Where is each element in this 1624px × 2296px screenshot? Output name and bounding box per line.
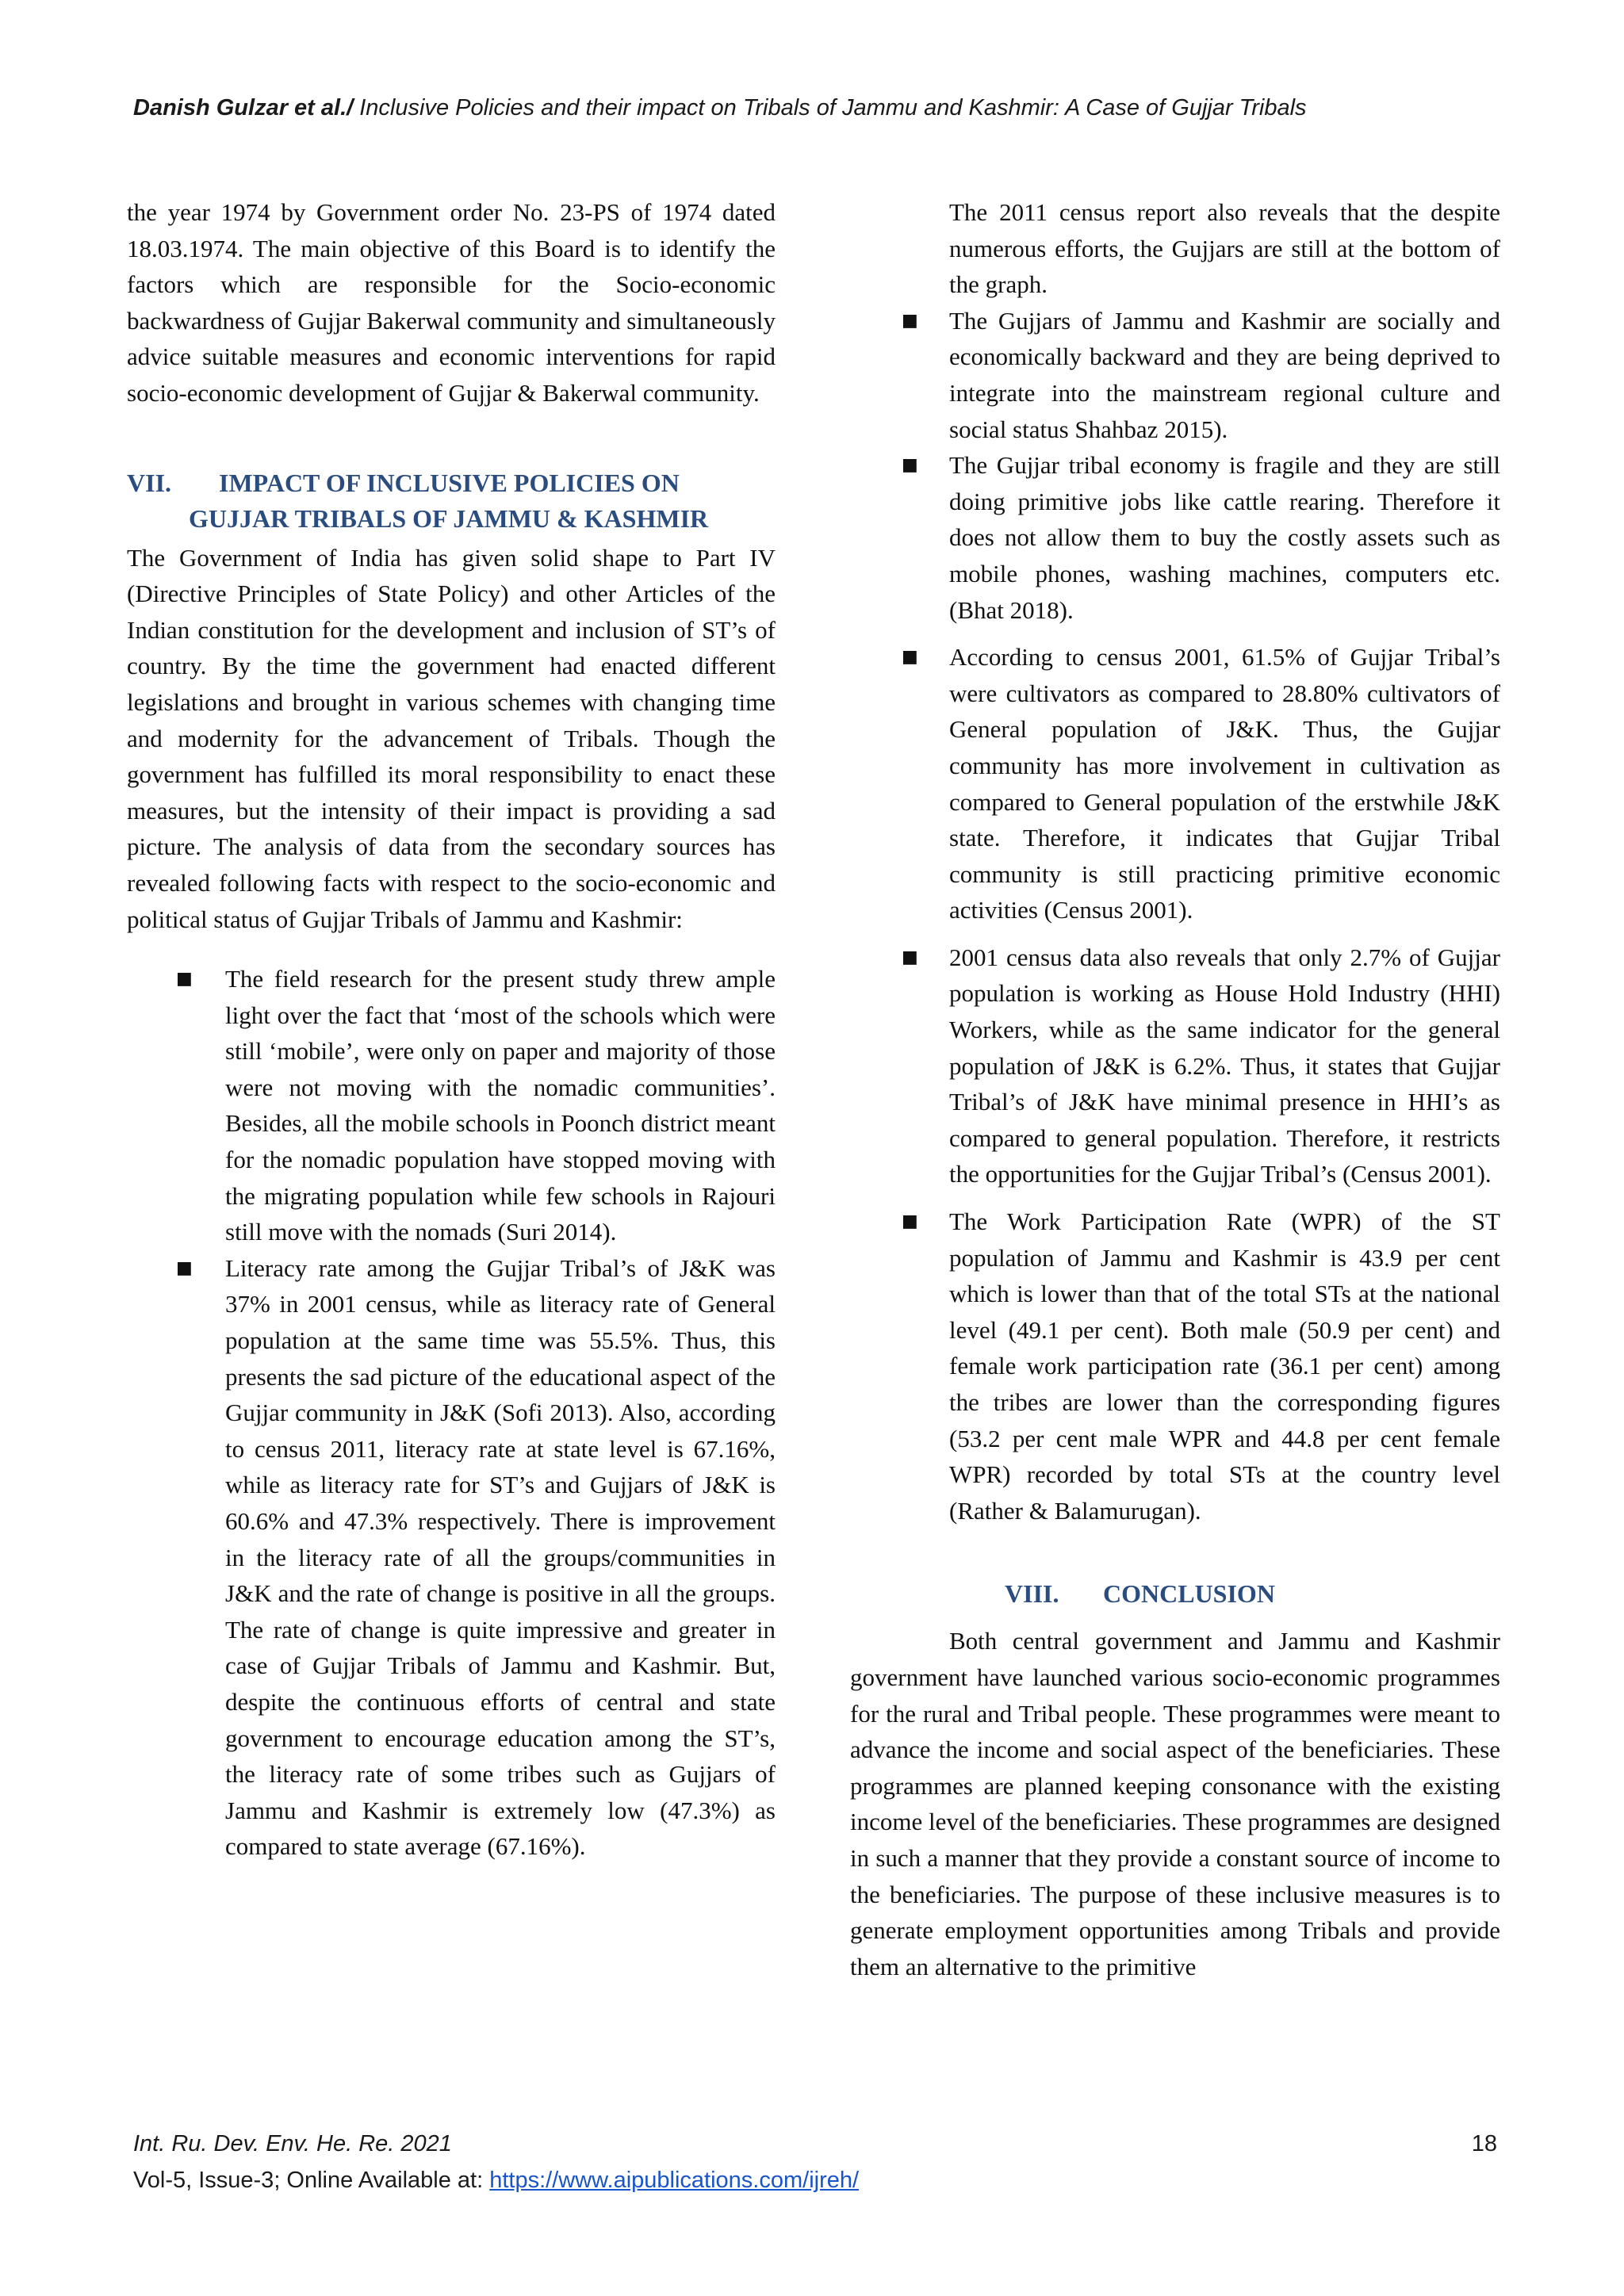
journal-url-link[interactable]: https://www.aipublications.com/ijreh/ (489, 2168, 860, 2193)
right-column (850, 194, 1500, 1984)
list-item (176, 1250, 776, 1865)
square-bullet-icon: ■ (902, 947, 918, 967)
list-item (902, 639, 1500, 928)
section-heading-viii (850, 1576, 1500, 1612)
footer-journal: Int. Ru. Dev. Env. He. Re. 2021 (133, 2131, 452, 2156)
square-bullet-icon: ■ (902, 310, 918, 331)
footer-volume-line (133, 2168, 1497, 2194)
section-vii-paragraph: The Government of India has given solid shape to Part IV (Directive Principles of State Policy) and other Articles of the Indian constitution for the development and inclusion of ST’s of country. By the time the government had enacted different legislations and brought in various schemes with changing time and modernity for the advancement of Tribals. Though the government has fulfilled its moral responsibility to enact these measures, but the intensity of their impact is providing a sad picture. The analysis of data from the secondary sources has revealed following facts with respect to the socio-economic and political status of Gujjar Tribals of Jammu and Kashmir: (127, 543, 776, 933)
square-bullet-icon: ■ (902, 647, 918, 668)
list-item-text: The field research for the present study threw ample light over the fact that ‘most of the schools which were still ‘mobile’, were only on paper and majority of those were not moving with the nomadic communities’. Besides, all the mobile schools in Poonch district meant for the nomadic population have stopped moving with the migrating population while few schools in Rajouri still move with the nomads (Suri 2014). (225, 965, 776, 1246)
footer-volume: Vol-5, Issue-3; Online Available at: (133, 2168, 490, 2193)
conclusion-paragraph: Both central government and Jammu and Kashmir government have launched various socio-economic programmes for the rural and Tribal people. These programmes were meant to advance the income and social aspect of the beneficiaries. These programmes are planned keeping consonance with the existing income level of the beneficiaries. These programmes are designed in such a manner that they provide a constant source of income to the beneficiaries. The purpose of these inclusive measures is to generate employment opportunities among Tribals and provide them an alternative to the primitive (850, 1627, 1500, 1980)
list-item-text: According to census 2001, 61.5% of Gujjar Tribal’s were cultivators as compared to 28.80% cultivators of General population of J&K. Thus, the Gujjar community has more involvement in cultivation as compared to General population of the erstwhile J&K state. Therefore, it indicates that Gujjar Tribal community is still practicing primitive economic activities (Census 2001). (949, 643, 1500, 924)
list-item (902, 1203, 1500, 1529)
right-bullet-list (850, 303, 1500, 1529)
running-head-authors: Danish Gulzar et al./ (133, 95, 354, 121)
list-item (902, 303, 1500, 447)
list-item-text: The Work Participation Rate (WPR) of the ST population of Jammu and Kashmir is 43.9 per cent which is lower than that of the total STs at the national level (49.1 per cent). Both male (50.9 per cent) and female work participation rate (36.1 per cent) among the tribes are lower than the corresponding figures (53.2 per cent male WPR and 44.8 per cent female WPR) recorded by total STs at the country level (Rather & Balamurugan). (949, 1207, 1500, 1525)
running-head-title: Inclusive Policies and their impact on Tribals of Jammu and Kashmir: A Case of Gujjar Tribals (353, 95, 1307, 121)
section-title-line2: GUJJAR TRIBALS OF JAMMU & KASHMIR (189, 503, 709, 533)
section-number: VII. (127, 468, 172, 497)
section-heading-vii (127, 465, 776, 537)
square-bullet-icon: ■ (176, 1257, 193, 1278)
list-item-text: The Gujjars of Jammu and Kashmir are socially and economically backward and they are being deprived to integrate into the mainstream regional culture and social status Shahbaz 2015). (949, 306, 1500, 443)
left-bullet-list (127, 961, 776, 1865)
section-number: VIII. (1005, 1579, 1059, 1609)
square-bullet-icon: ■ (902, 1211, 918, 1232)
left-column (127, 194, 776, 1865)
list-item (176, 961, 776, 1250)
continuation-paragraph: The 2011 census report also reveals that the despite numerous efforts, the Gujjars are still at the bottom of the graph. (949, 198, 1500, 299)
running-head (133, 95, 1491, 121)
square-bullet-icon: ■ (902, 455, 918, 476)
page-number: 18 (1471, 2131, 1497, 2156)
section-title: CONCLUSION (1103, 1579, 1275, 1609)
intro-paragraph: the year 1974 by Government order No. 23-PS of 1974 dated 18.03.1974. The main objective of this Board is to identify the factors which are responsible for the Socio-economic backwardness of Gujjar Bakerwal community and simultaneously advice suitable measures and economic interventions for rapid socio-economic development of Gujjar & Bakerwal community. (127, 198, 776, 407)
list-item-text: The Gujjar tribal economy is fragile and they are still doing primitive jobs like cattle rearing. Therefore it does not allow them to buy the costly assets such as mobile phones, washing machines, computers etc. (Bhat 2018). (949, 451, 1500, 624)
section-title-line1: IMPACT OF INCLUSIVE POLICIES ON (219, 468, 680, 497)
list-item (902, 447, 1500, 628)
list-item (902, 939, 1500, 1192)
list-item-text: 2001 census data also reveals that only 2.7% of Gujjar population is working as House Hold Industry (HHI) Workers, while as the same indicator for the general population of J&K is 6.2%. Thus, it states that Gujjar Tribal’s of J&K have minimal presence in HHI’s as compared to general population. Therefore, it restricts the opportunities for the Gujjar Tribal’s (Census 2001). (949, 943, 1500, 1188)
list-item-text: Literacy rate among the Gujjar Tribal’s of J&K was 37% in 2001 census, while as literacy rate of General population at the same time was 55.5%. Thus, this presents the sad picture of the educational aspect of the Gujjar community in J&K (Sofi 2013). Also, according to census 2011, literacy rate at state level is 67.16%, while as literacy rate for ST’s and Gujjars of J&K is 60.6% and 47.3% respectively. There is improvement in the literacy rate of all the groups/communities in J&K and the rate of change is positive in all the groups. The rate of change is quite impressive and greater in case of Gujjar Tribals of Jammu and Kashmir. But, despite the continuous efforts of central and state government to encourage education among the ST’s, the literacy rate of some tribes such as Gujjars of Jammu and Kashmir is extremely low (47.3%) as compared to state average (67.16%). (225, 1253, 776, 1861)
footer-journal-line (133, 2131, 1497, 2157)
square-bullet-icon: ■ (176, 969, 193, 989)
